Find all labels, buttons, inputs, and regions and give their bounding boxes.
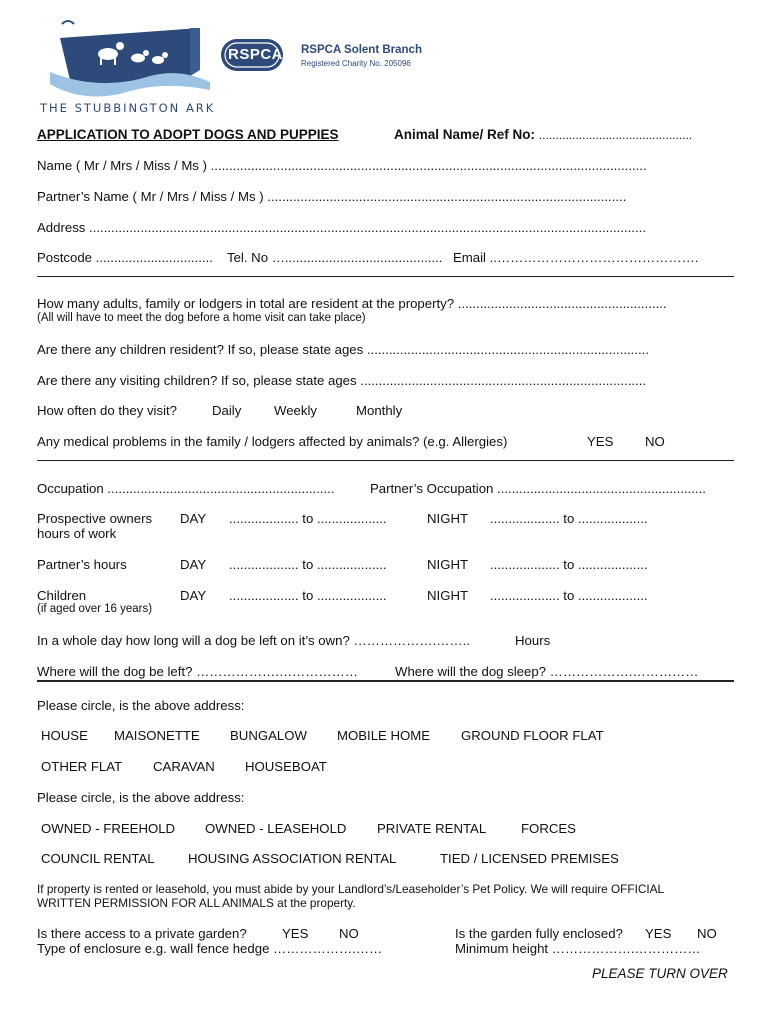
children-hours-note: (if aged over 16 years) — [37, 603, 153, 615]
owner-hours-label-2: hours of work — [37, 526, 117, 541]
children-question[interactable]: Are there any children resident? If so, please state ages ............................................................................. — [37, 342, 650, 357]
partner-day-label: DAY — [180, 557, 207, 572]
medical-no[interactable]: NO — [645, 434, 665, 449]
charity-number: Registered Charity No. 205096 — [301, 59, 411, 68]
property-ground-floor-flat[interactable]: GROUND FLOOR FLAT — [461, 728, 604, 743]
owner-night-label: NIGHT — [427, 511, 469, 526]
medical-question: Any medical problems in the family / lodgers affected by animals? (e.g. Allergies) — [37, 434, 508, 449]
visit-option-daily[interactable]: Daily — [212, 403, 242, 418]
partner-name-field[interactable]: Partner’s Name ( Mr / Mrs / Miss / Ms ) .................................................................................................. — [37, 189, 627, 204]
hours-label: Hours — [515, 633, 551, 648]
tenure-label: Please circle, is the above address: — [37, 790, 245, 805]
partner-hours-label: Partner’s hours — [37, 557, 127, 572]
garden-access-yes[interactable]: YES — [282, 926, 309, 941]
left-alone-question[interactable]: In a whole day how long will a dog be left on it’s own? ……………….…….. — [37, 633, 470, 648]
adults-question[interactable]: How many adults, family or lodgers in total are resident at the property? ......................................................... — [37, 296, 667, 311]
property-type-label: Please circle, is the above address: — [37, 698, 245, 713]
tenure-council-rental[interactable]: COUNCIL RENTAL — [41, 851, 155, 866]
ref-field[interactable] — [394, 127, 692, 142]
ref-label: Animal Name/ Ref No: — [394, 127, 536, 142]
property-other-flat[interactable]: OTHER FLAT — [41, 759, 123, 774]
pet-policy-line-1: If property is rented or leasehold, you must abide by your Landlord’s/Leaseholder’s Pet Policy. We will require OFFICIAL — [37, 882, 665, 896]
garden-enclosed-no[interactable]: NO — [697, 926, 717, 941]
property-mobile-home[interactable]: MOBILE HOME — [337, 728, 431, 743]
children-day-label: DAY — [180, 588, 207, 603]
property-maisonette[interactable]: MAISONETTE — [114, 728, 200, 743]
owner-day-label: DAY — [180, 511, 207, 526]
children-night-range[interactable]: ................... to ................... — [490, 588, 648, 603]
minimum-height-field[interactable]: Minimum height ……………….…………… — [455, 941, 701, 956]
visit-option-monthly[interactable]: Monthly — [356, 403, 403, 418]
divider-1 — [37, 276, 734, 277]
pet-policy-line-2: WRITTEN PERMISSION FOR ALL ANIMALS at the property. — [37, 896, 356, 910]
tenure-owned-freehold[interactable]: OWNED - FREEHOLD — [41, 821, 176, 836]
partner-night-label: NIGHT — [427, 557, 469, 572]
ark-logo — [40, 10, 220, 102]
visit-option-weekly[interactable]: Weekly — [274, 403, 317, 418]
divider-3 — [37, 680, 734, 682]
divider-2 — [37, 460, 734, 461]
please-turn-over: PLEASE TURN OVER — [592, 966, 728, 981]
garden-enclosed-yes[interactable]: YES — [645, 926, 672, 941]
garden-access-no[interactable]: NO — [339, 926, 359, 941]
property-house[interactable]: HOUSE — [41, 728, 88, 743]
name-field[interactable]: Name ( Mr / Mrs / Miss / Ms ) ....................................................................................................................... — [37, 158, 647, 173]
tel-field[interactable]: Tel. No …........................................... — [227, 250, 443, 265]
property-houseboat[interactable]: HOUSEBOAT — [245, 759, 327, 774]
partner-night-range[interactable]: ................... to ................... — [490, 557, 648, 572]
children-night-label: NIGHT — [427, 588, 469, 603]
ark-icon — [40, 10, 220, 102]
property-caravan[interactable]: CARAVAN — [153, 759, 215, 774]
children-hours-label: Children — [37, 588, 87, 603]
visit-frequency-question: How often do they visit? — [37, 403, 178, 418]
garden-enclosed-question: Is the garden fully enclosed? — [455, 926, 623, 941]
enclosure-type-field[interactable]: Type of enclosure e.g. wall fence hedge ……………….…… — [37, 941, 383, 956]
medical-yes[interactable]: YES — [587, 434, 614, 449]
form-title: APPLICATION TO ADOPT DOGS AND PUPPIES — [37, 127, 339, 142]
partner-day-range[interactable]: ................... to ................... — [229, 557, 387, 572]
children-day-range[interactable]: ................... to ................... — [229, 588, 387, 603]
where-left-field[interactable]: Where will the dog be left? ……………….……………… — [37, 664, 358, 679]
ref-dots: .............................................. — [538, 128, 693, 142]
owner-night-range[interactable]: ................... to ................... — [490, 511, 648, 526]
tenure-housing-association[interactable]: HOUSING ASSOCIATION RENTAL — [188, 851, 397, 866]
visiting-children-question[interactable]: Are there any visiting children? If so, please state ages .............................................................................. — [37, 373, 647, 388]
branch-name: RSPCA Solent Branch — [301, 44, 422, 56]
tenure-forces[interactable]: FORCES — [521, 821, 576, 836]
garden-access-question: Is there access to a private garden? — [37, 926, 247, 941]
owner-day-range[interactable]: ................... to ................... — [229, 511, 387, 526]
occupation-field[interactable]: Occupation .............................................................. — [37, 481, 335, 496]
address-field[interactable]: Address ........................................................................................................................................................ — [37, 220, 646, 235]
owner-hours-label: Prospective owners — [37, 511, 153, 526]
ark-name: THE STUBBINGTON ARK — [40, 101, 216, 115]
rspca-badge-text: RSPCA — [228, 46, 284, 63]
tenure-owned-leasehold[interactable]: OWNED - LEASEHOLD — [205, 821, 347, 836]
property-bungalow[interactable]: BUNGALOW — [230, 728, 307, 743]
where-sleep-field[interactable]: Where will the dog sleep? ……………….…………… — [395, 664, 699, 679]
tenure-tied-licensed[interactable]: TIED / LICENSED PREMISES — [440, 851, 619, 866]
email-field[interactable]: Email ..………………………………………. — [453, 250, 699, 265]
partner-occupation-field[interactable]: Partner’s Occupation ......................................................... — [370, 481, 706, 496]
tenure-private-rental[interactable]: PRIVATE RENTAL — [377, 821, 487, 836]
adults-note: (All will have to meet the dog before a home visit can take place) — [37, 312, 366, 324]
postcode-field[interactable]: Postcode ................................ — [37, 250, 213, 265]
